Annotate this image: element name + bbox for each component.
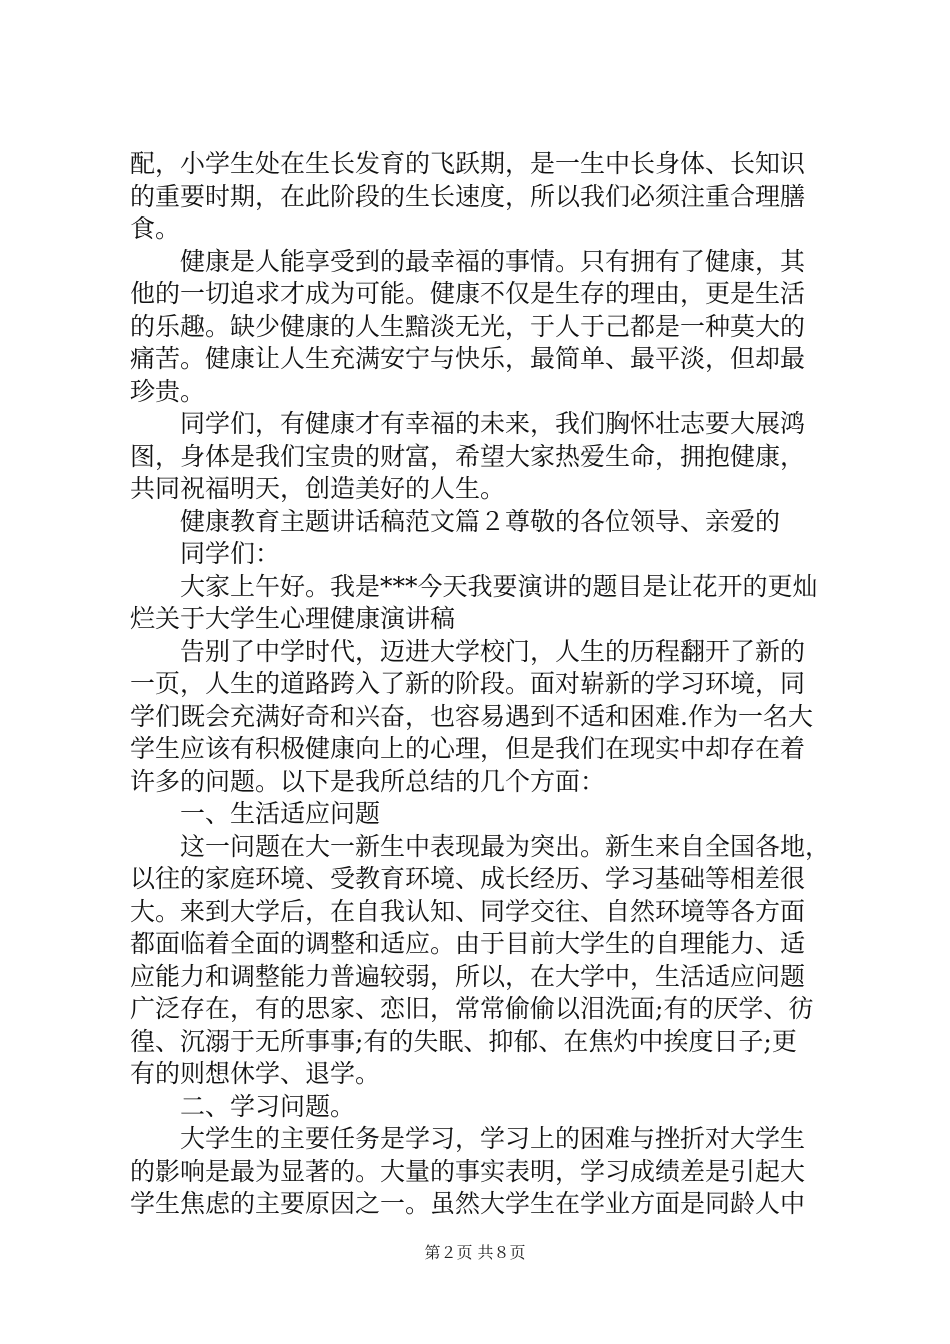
text-line: 痛苦。健康让人生充满安宁与快乐，最简单、最平淡，但却最 xyxy=(130,344,806,373)
text-line: 他的一切追求才成为可能。健康不仅是生存的理由，更是生活 xyxy=(130,279,806,308)
text-line: 告别了中学时代，迈进大学校门，人生的历程翻开了新的 xyxy=(180,636,806,666)
text-line: 大学生的主要任务是学习，学习上的困难与挫折对大学生 xyxy=(180,1124,806,1153)
text-line: 徨、沉溺于无所事事;有的失眠、抑郁、在焦灼中挨度日子;更 xyxy=(130,1026,797,1056)
text-line: 都面临着全面的调整和适应。由于目前大学生的自理能力、适 xyxy=(130,929,806,958)
text-line: 以往的家庭环境、受教育环境、成长经历、学习基础等相差很 xyxy=(130,864,806,893)
text-line: 的重要时期，在此阶段的生长速度，所以我们必须注重合理膳 xyxy=(130,181,806,211)
text-line: 同学们，有健康才有幸福的未来，我们胸怀壮志要大展鸿 xyxy=(180,409,806,438)
text-line: 珍贵。 xyxy=(130,376,206,406)
text-line: 二、学习问题。 xyxy=(180,1091,356,1121)
text-line: 图，身体是我们宝贵的财富，希望大家热爱生命，拥抱健康， xyxy=(130,441,806,471)
text-line: 的影响是最为显著的。大量的事实表明，学习成绩差是引起大 xyxy=(130,1156,806,1186)
text-line: 健康是人能享受到的最幸福的事情。只有拥有了健康，其 xyxy=(180,246,806,276)
body-text xyxy=(130,148,830,1221)
text-line: 许多的问题。以下是我所总结的几个方面： xyxy=(130,766,606,796)
text-line: 学生焦虑的主要原因之一。虽然大学生在学业方面是同龄人中 xyxy=(130,1189,806,1218)
text-line: 这一问题在大一新生中表现最为突出。新生来自全国各地， xyxy=(180,831,831,861)
text-line: 配，小学生处在生长发育的飞跃期，是一生中长身体、长知识 xyxy=(130,149,806,178)
text-line: 应能力和调整能力普遍较弱，所以，在大学中，生活适应问题 xyxy=(130,961,806,991)
text-line: 有的则想休学、退学。 xyxy=(130,1059,381,1088)
text-line: 学们既会充满好奇和兴奋，也容易遇到不适和困难.作为一名大 xyxy=(130,701,813,731)
text-line: 一页，人生的道路跨入了新的阶段。面对崭新的学习环境，同 xyxy=(130,669,806,698)
text-line: 学生应该有积极健康向上的心理，但是我们在现实中却存在着 xyxy=(130,734,806,763)
text-line: 的乐趣。缺少健康的人生黯淡无光，于人于己都是一种莫大的 xyxy=(130,311,806,341)
text-line: 烂关于大学生心理健康演讲稿 xyxy=(130,604,456,633)
text-line: 健康教育主题讲话稿范文篇２尊敬的各位领导、亲爱的 xyxy=(180,506,781,536)
text-line: 大。来到大学后，在自我认知、同学交往、自然环境等各方面 xyxy=(130,896,806,926)
text-line: 同学们： xyxy=(180,539,281,568)
text-line: 食。 xyxy=(130,214,181,243)
page-footer: 第２页 共８页 xyxy=(424,1243,526,1262)
text-line: 大家上午好。我是***今天我要演讲的题目是让花开的更灿 xyxy=(180,571,818,601)
text-line: 共同祝福明天，创造美好的人生。 xyxy=(130,474,506,503)
text-line: 广泛存在，有的思家、恋旧，常常偷偷以泪洗面;有的厌学、彷 xyxy=(130,994,814,1023)
text-line: 一、生活适应问题 xyxy=(180,799,381,828)
